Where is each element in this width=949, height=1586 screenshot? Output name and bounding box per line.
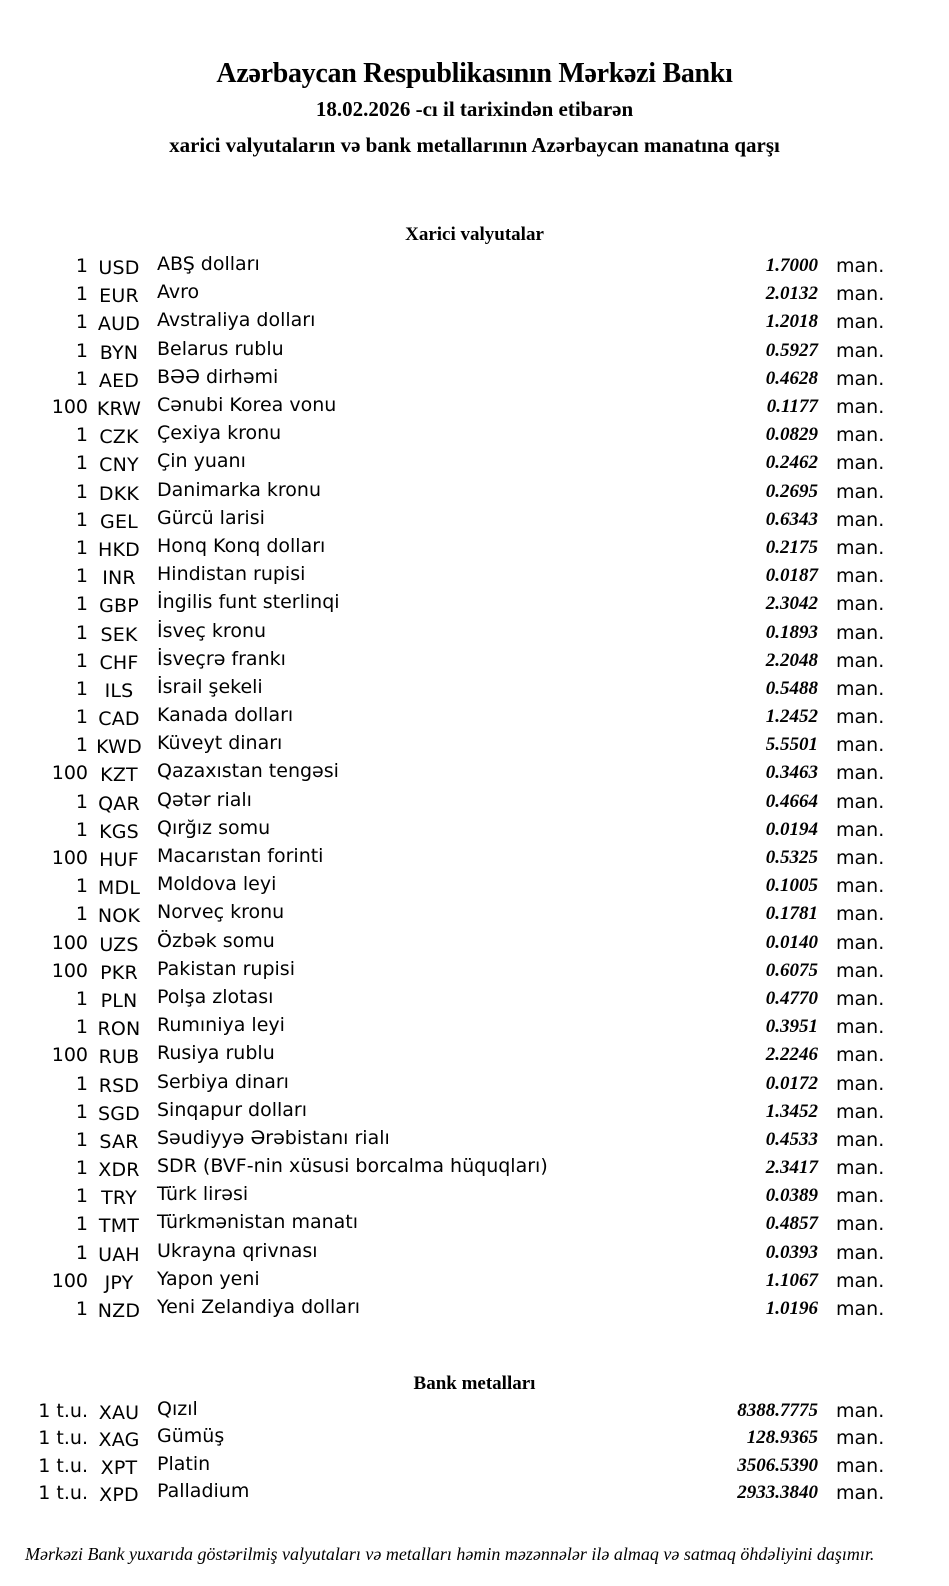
table-row [0, 280, 949, 308]
unit-label: man. [836, 1482, 885, 1505]
currency-code: INR [102, 567, 136, 590]
currency-code: MDL [97, 877, 141, 900]
exchange-rate: 0.5488 [765, 677, 818, 699]
table-row [0, 900, 949, 928]
quantity: 100 [51, 959, 88, 982]
table-row [0, 1210, 949, 1238]
quantity: 1 [75, 621, 88, 644]
currency-code: AED [98, 369, 140, 392]
currency-name: Moldova leyi [157, 873, 277, 896]
quantity: 1 t.u. [38, 1482, 88, 1505]
currency-name: Qırğız somu [157, 816, 271, 839]
quantity: 1 [75, 1016, 88, 1039]
unit-label: man. [836, 565, 885, 588]
table-row [0, 337, 949, 365]
exchange-rate: 0.6343 [765, 508, 818, 530]
unit-label: man. [836, 1213, 885, 1236]
currency-name: Gürcü larisi [157, 506, 265, 529]
currency-code: XAG [98, 1429, 140, 1452]
unit-label: man. [836, 1072, 885, 1095]
currency-name: Özbək somu [157, 929, 275, 952]
exchange-rate: 8388.7775 [737, 1399, 818, 1421]
currency-name: Palladium [157, 1480, 250, 1503]
table-row [0, 1041, 949, 1069]
exchange-rate: 0.0140 [765, 931, 818, 953]
unit-label: man. [836, 790, 885, 813]
unit-label: man. [836, 255, 885, 278]
unit-label: man. [836, 959, 885, 982]
currency-code: PKR [100, 961, 138, 984]
table-row [0, 1154, 949, 1182]
exchange-rate: 0.2175 [765, 536, 818, 558]
currency-name: Çexiya kronu [157, 422, 282, 445]
quantity: 1 [75, 706, 88, 729]
table-row [0, 985, 949, 1013]
unit-label: man. [836, 1044, 885, 1067]
currency-name: Qətər rialı [157, 788, 252, 811]
currency-name: SDR (BVF-nin xüsusi borcalma hüquqları) [157, 1155, 548, 1178]
exchange-rate: 1.3452 [765, 1100, 818, 1122]
exchange-rate: 0.1177 [766, 396, 818, 418]
unit-label: man. [836, 1399, 885, 1422]
currency-code: EUR [99, 285, 139, 308]
currency-code: CNY [99, 454, 139, 477]
currency-name: Səudiyyə Ərəbistanı rialı [157, 1126, 390, 1149]
unit-label: man. [836, 1100, 885, 1123]
unit-label: man. [836, 396, 885, 419]
exchange-rate: 0.4857 [765, 1213, 818, 1235]
exchange-rate: 0.0829 [765, 424, 818, 446]
currency-code: XPD [99, 1484, 139, 1507]
currency-code: TMT [98, 1215, 140, 1238]
exchange-rate: 1.7000 [765, 255, 818, 277]
unit-label: man. [836, 536, 885, 559]
table-row [0, 506, 949, 534]
currency-code: KZT [100, 764, 138, 787]
table-row [0, 421, 949, 449]
unit-label: man. [836, 903, 885, 926]
exchange-rate: 0.4533 [765, 1128, 818, 1150]
currency-name: Honq Konq dolları [157, 534, 326, 557]
table-row [0, 647, 949, 675]
currency-code: TRY [101, 1187, 137, 1210]
table-row [0, 759, 949, 787]
quantity: 1 [75, 875, 88, 898]
quantity: 1 [75, 1241, 88, 1264]
quantity: 1 [75, 818, 88, 841]
exchange-rate: 0.3951 [765, 1016, 818, 1038]
unit-label: man. [836, 677, 885, 700]
table-row [0, 393, 949, 421]
quantity: 1 [75, 790, 88, 813]
exchange-rate: 1.1067 [765, 1269, 818, 1291]
exchange-rate: 1.2018 [765, 311, 818, 333]
exchange-rate: 1.2452 [765, 706, 818, 728]
metal-rates-table [0, 1397, 949, 1507]
table-row [0, 1397, 949, 1425]
quantity: 1 [75, 508, 88, 531]
exchange-rate: 0.4664 [765, 790, 818, 812]
exchange-rate: 0.1005 [765, 875, 818, 897]
currency-code: NOK [97, 905, 141, 928]
table-row [0, 590, 949, 618]
table-row [0, 252, 949, 280]
quantity: 100 [51, 847, 88, 870]
currency-name: Yeni Zelandiya dolları [157, 1296, 361, 1319]
section-title-bank-metals: Bank metalları [413, 1373, 536, 1395]
unit-label: man. [836, 339, 885, 362]
currency-code: CZK [99, 426, 139, 449]
table-row [0, 1126, 949, 1154]
quantity: 1 [75, 1072, 88, 1095]
unit-label: man. [836, 1298, 885, 1321]
currency-code: PLN [100, 989, 138, 1012]
quantity: 1 t.u. [38, 1399, 88, 1422]
quantity: 1 [75, 367, 88, 390]
unit-label: man. [836, 706, 885, 729]
unit-label: man. [836, 987, 885, 1010]
currency-name: Avro [157, 281, 200, 304]
unit-label: man. [836, 931, 885, 954]
exchange-rate: 1.0196 [765, 1298, 818, 1320]
exchange-rate: 2933.3840 [737, 1482, 818, 1504]
currency-name: Türkmənistan manatı [157, 1211, 359, 1234]
unit-label: man. [836, 1269, 885, 1292]
table-row [0, 872, 949, 900]
currency-code: RON [97, 1018, 141, 1041]
unit-label: man. [836, 621, 885, 644]
currency-name: İsrail şekeli [157, 675, 263, 698]
table-row [0, 308, 949, 336]
quantity: 1 [75, 424, 88, 447]
table-row [0, 844, 949, 872]
unit-label: man. [836, 508, 885, 531]
exchange-rate: 2.3417 [765, 1157, 818, 1179]
table-row [0, 816, 949, 844]
currency-code: AUD [97, 313, 141, 336]
unit-label: man. [836, 818, 885, 841]
currency-code: BYN [99, 341, 139, 364]
table-row [0, 1480, 949, 1508]
table-row [0, 1295, 949, 1323]
quantity: 1 [75, 903, 88, 926]
exchange-rate: 2.2048 [765, 649, 818, 671]
exchange-rate: 2.0132 [765, 283, 818, 305]
quantity: 1 [75, 1157, 88, 1180]
currency-code: HUF [99, 849, 139, 872]
currency-name: Macarıstan forinti [157, 845, 324, 868]
unit-label: man. [836, 1016, 885, 1039]
table-row [0, 1098, 949, 1126]
currency-name: Cənubi Korea vonu [157, 394, 337, 417]
quantity: 1 [75, 1298, 88, 1321]
unit-label: man. [836, 1157, 885, 1180]
quantity: 1 [75, 536, 88, 559]
quantity: 100 [51, 762, 88, 785]
currency-name: Ukrayna qrivnası [157, 1239, 318, 1262]
exchange-rate: 0.6075 [765, 959, 818, 981]
currency-code: CAD [98, 708, 140, 731]
table-row [0, 618, 949, 646]
currency-code: SEK [100, 623, 138, 646]
currency-name: Polşa zlotası [157, 985, 274, 1008]
exchange-rate: 3506.5390 [737, 1454, 818, 1476]
table-row [0, 562, 949, 590]
quantity: 1 [75, 311, 88, 334]
table-row [0, 1239, 949, 1267]
currency-rates-table [0, 252, 949, 1323]
quantity: 100 [51, 1044, 88, 1067]
page-subtitle: xarici valyutaların və bank metallarının Azərbaycan manatına qarşı [169, 133, 780, 157]
unit-label: man. [836, 311, 885, 334]
unit-label: man. [836, 762, 885, 785]
currency-code: QAR [98, 792, 140, 815]
currency-code: HKD [98, 538, 140, 561]
currency-code: XDR [98, 1159, 140, 1182]
currency-code: ILS [104, 679, 134, 702]
quantity: 1 t.u. [38, 1427, 88, 1450]
table-row [0, 365, 949, 393]
section-title-foreign-currencies: Xarici valyutalar [405, 224, 544, 245]
unit-label: man. [836, 424, 885, 447]
exchange-rate: 0.4628 [765, 367, 818, 389]
quantity: 1 [75, 649, 88, 672]
exchange-rate: 0.2462 [765, 452, 818, 474]
currency-name: Rusiya rublu [157, 1042, 275, 1065]
currency-name: Kanada dolları [157, 704, 294, 727]
currency-code: JPY [104, 1271, 134, 1294]
currency-code: SAR [99, 1130, 139, 1153]
quantity: 1 t.u. [38, 1454, 88, 1477]
currency-code: XPT [100, 1456, 138, 1479]
currency-name: Qızıl [157, 1397, 198, 1420]
quantity: 1 [75, 1185, 88, 1208]
currency-name: Gümüş [157, 1425, 225, 1448]
table-row [0, 1267, 949, 1295]
quantity: 1 [75, 734, 88, 757]
currency-code: RSD [98, 1074, 140, 1097]
exchange-rate: 0.0393 [765, 1241, 818, 1263]
quantity: 1 [75, 1213, 88, 1236]
quantity: 1 [75, 677, 88, 700]
currency-name: İsveçrə frankı [157, 647, 286, 670]
currency-name: Norveç kronu [157, 901, 285, 924]
exchange-rate: 0.1781 [765, 903, 818, 925]
currency-name: BƏƏ dirhəmi [157, 365, 279, 388]
currency-code: SGD [97, 1102, 140, 1125]
currency-name: İngilis funt sterlinqi [157, 591, 340, 614]
currency-code: KWD [96, 736, 142, 759]
unit-label: man. [836, 847, 885, 870]
currency-code: UZS [99, 933, 139, 956]
currency-code: RUB [98, 1046, 140, 1069]
table-row [0, 478, 949, 506]
unit-label: man. [836, 649, 885, 672]
currency-code: KRW [96, 398, 142, 421]
exchange-rate: 0.0389 [765, 1185, 818, 1207]
exchange-rate: 0.5927 [765, 339, 818, 361]
currency-code: GBP [99, 595, 139, 618]
quantity: 1 [75, 987, 88, 1010]
unit-label: man. [836, 452, 885, 475]
quantity: 1 [75, 1128, 88, 1151]
currency-name: Platin [157, 1452, 211, 1475]
table-row [0, 1452, 949, 1480]
unit-label: man. [836, 1241, 885, 1264]
table-row [0, 1182, 949, 1210]
quantity: 100 [51, 1269, 88, 1292]
exchange-rate: 2.2246 [765, 1044, 818, 1066]
currency-name: Belarus rublu [157, 337, 284, 360]
table-row [0, 1425, 949, 1453]
currency-name: Hindistan rupisi [157, 563, 306, 586]
currency-name: Pakistan rupisi [157, 957, 295, 980]
quantity: 1 [75, 255, 88, 278]
quantity: 1 [75, 452, 88, 475]
table-row [0, 1069, 949, 1097]
table-row [0, 534, 949, 562]
exchange-rate: 2.3042 [765, 593, 818, 615]
exchange-rate: 0.3463 [765, 762, 818, 784]
currency-name: Danimarka kronu [157, 478, 322, 501]
quantity: 100 [51, 396, 88, 419]
exchange-rate: 0.4770 [765, 987, 818, 1009]
unit-label: man. [836, 480, 885, 503]
quantity: 1 [75, 593, 88, 616]
obligation-note: Mərkəzi Bank yuxarıda göstərilmiş valyutaları və metalları həmin məzənnələr ilə almaq və satmaq öhdəliyini daşımır. [25, 1544, 875, 1565]
unit-label: man. [836, 367, 885, 390]
currency-name: Avstraliya dolları [157, 309, 316, 332]
exchange-rate: 128.9365 [746, 1427, 818, 1449]
currency-name: Serbiya dinarı [157, 1070, 289, 1093]
currency-code: UAH [98, 1243, 140, 1266]
exchange-rate: 0.5325 [765, 847, 818, 869]
exchange-rate: 0.0194 [765, 818, 818, 840]
currency-code: XAU [98, 1401, 140, 1424]
quantity: 1 [75, 565, 88, 588]
quantity: 1 [75, 480, 88, 503]
quantity: 1 [75, 1100, 88, 1123]
currency-name: Küveyt dinarı [157, 732, 283, 755]
quantity: 1 [75, 283, 88, 306]
currency-code: USD [98, 257, 140, 280]
currency-name: Yapon yeni [157, 1267, 260, 1290]
currency-code: CHF [99, 651, 139, 674]
currency-name: Türk lirəsi [157, 1183, 249, 1206]
unit-label: man. [836, 593, 885, 616]
quantity: 100 [51, 931, 88, 954]
exchange-rate: 0.0187 [765, 565, 818, 587]
currency-name: İsveç kronu [157, 619, 267, 642]
table-row [0, 929, 949, 957]
table-row [0, 675, 949, 703]
unit-label: man. [836, 1128, 885, 1151]
currency-name: Çin yuanı [157, 450, 246, 473]
table-row [0, 449, 949, 477]
page-title: Azərbaycan Respublikasının Mərkəzi Bankı [216, 58, 733, 89]
exchange-rate: 0.2695 [765, 480, 818, 502]
unit-label: man. [836, 875, 885, 898]
exchange-rate: 0.1893 [765, 621, 818, 643]
currency-code: GEL [100, 510, 138, 533]
table-row [0, 1013, 949, 1041]
table-row [0, 731, 949, 759]
unit-label: man. [836, 1454, 885, 1477]
currency-code: KGS [99, 820, 139, 843]
exchange-rate: 5.5501 [765, 734, 818, 756]
unit-label: man. [836, 283, 885, 306]
currency-name: Sinqapur dolları [157, 1098, 308, 1121]
effective-date: 18.02.2026 -cı il tarixindən etibarən [315, 97, 634, 121]
quantity: 1 [75, 339, 88, 362]
unit-label: man. [836, 1185, 885, 1208]
currency-name: Qazaxıstan tengəsi [157, 760, 339, 783]
exchange-rate: 0.0172 [765, 1072, 818, 1094]
table-row [0, 788, 949, 816]
currency-name: Rumıniya leyi [157, 1014, 285, 1037]
table-row [0, 703, 949, 731]
table-row [0, 957, 949, 985]
unit-label: man. [836, 1427, 885, 1450]
currency-name: ABŞ dolları [157, 253, 260, 276]
currency-code: NZD [97, 1300, 141, 1323]
unit-label: man. [836, 734, 885, 757]
currency-code: DKK [98, 482, 140, 505]
